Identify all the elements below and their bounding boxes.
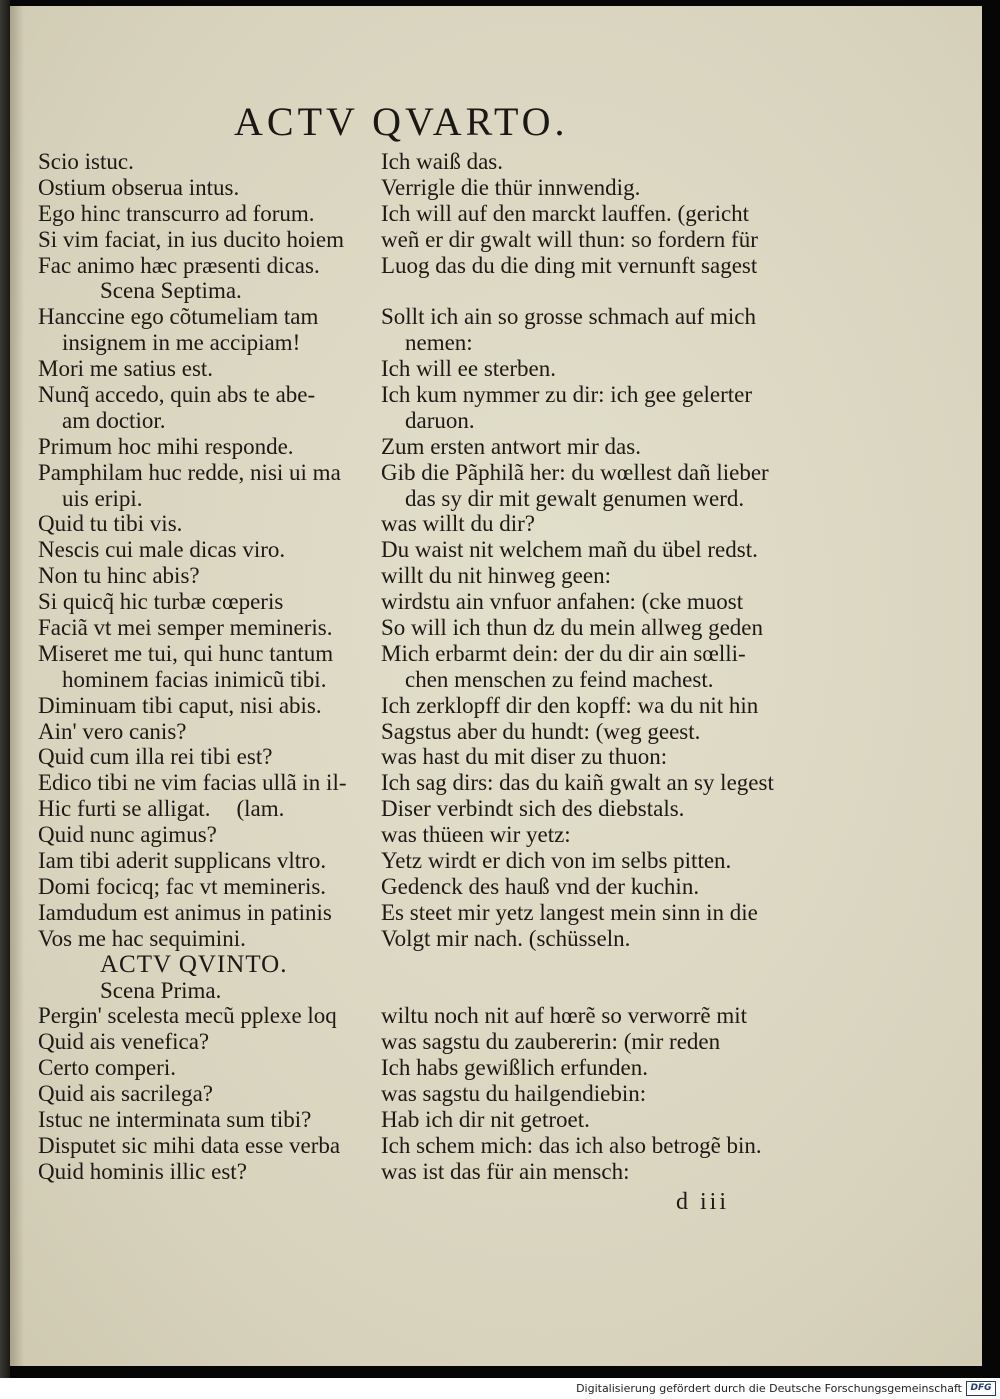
text-line-content: Verrigle die thür innwendig. <box>381 174 641 200</box>
text-line-content: Gedenck des hauß vnd der kuchin. <box>381 873 700 899</box>
text-line <box>38 589 378 615</box>
digitization-footer <box>0 1378 1000 1399</box>
text-line <box>38 253 378 279</box>
text-line <box>381 304 811 330</box>
text-line-content: Es steet mir yetz langest mein sinn in die <box>381 899 758 925</box>
text-line-content: Quid nunc agimus? <box>38 822 217 848</box>
text-line <box>38 874 378 900</box>
text-line <box>381 382 811 408</box>
text-line <box>381 278 811 304</box>
latin-text-column <box>38 149 378 1185</box>
text-line-content: Ich schem mich: das ich also betrogẽ bin. <box>381 1132 762 1158</box>
text-line-content: Mori me satius est. <box>38 356 214 382</box>
text-line-content: Pamphilam huc redde, nisi ui ma <box>38 459 341 485</box>
text-line-content: Diminuam tibi caput, nisi abis. <box>38 692 322 718</box>
text-line-content: Quid hominis illic est? <box>38 1158 247 1184</box>
text-line-content: ACTV QVINTO. <box>100 950 288 978</box>
text-line-content: Volgt mir nach. (schüsseln. <box>381 925 631 951</box>
text-line-content: uis eripi. <box>62 485 143 511</box>
text-line <box>38 537 378 563</box>
text-line <box>381 770 811 796</box>
text-line <box>38 1107 378 1133</box>
text-line-content: am doctior. <box>62 407 166 433</box>
text-line <box>381 822 811 848</box>
carry-over-fragment: (lam. <box>236 796 285 822</box>
text-line-content: was ist das für ain mensch: <box>381 1158 630 1184</box>
text-line <box>381 1107 811 1133</box>
text-line <box>381 978 811 1004</box>
text-line <box>38 1133 378 1159</box>
text-line <box>38 900 378 926</box>
text-line-content: insignem in me accipiam! <box>62 330 301 356</box>
text-line <box>38 1003 378 1029</box>
text-line <box>38 822 378 848</box>
footer-credit-text: Digitalisierung gefördert durch die Deutsche Forschungsgemeinschaft <box>576 1382 962 1395</box>
text-line-content: Si quicq̃ hic turbæ cœperis <box>38 589 284 615</box>
text-line-content: Scena Septima. <box>100 278 242 304</box>
text-line-content: Ich sag dirs: das du kaiñ gwalt an sy legest <box>381 770 774 796</box>
text-line <box>38 278 378 304</box>
text-line-content: Mich erbarmt dein: der du dir ain sœlli- <box>381 640 746 666</box>
text-line-content: Ego hinc transcurro ad forum. <box>38 200 315 226</box>
text-line-content: Sagstus aber du hundt: (weg geest. <box>381 718 701 744</box>
text-line <box>38 744 378 770</box>
text-line-content: daruon. <box>405 407 475 433</box>
text-line-content: Ich will auf den marckt lauffen. (gericht <box>381 200 750 226</box>
text-line <box>38 149 378 175</box>
text-line-content: Pergin' scelesta mecũ pplexe loq <box>38 1003 337 1029</box>
text-line-content: Hic furti se alligat. <box>38 796 211 822</box>
text-line-content: was sagstu du zaubererin: (mir reden <box>381 1029 721 1055</box>
text-line <box>381 434 811 460</box>
text-line <box>38 1081 378 1107</box>
text-line-content: Iamdudum est animus in patinis <box>38 899 332 925</box>
text-line-content: Hab ich dir nit getroet. <box>381 1106 590 1132</box>
text-line <box>38 693 378 719</box>
text-line <box>381 667 811 693</box>
text-line-content: Zum ersten antwort mir das. <box>381 433 641 459</box>
text-line-content: Domi focicq; fac vt memineris. <box>38 873 327 899</box>
text-line <box>38 486 378 512</box>
text-line-content: Fac animo hæc præsenti dicas. <box>38 252 320 278</box>
running-head: ACTV QVARTO. <box>234 99 569 144</box>
text-line-content: Istuc ne interminata sum tibi? <box>38 1106 312 1132</box>
text-line <box>381 563 811 589</box>
text-line <box>38 304 378 330</box>
text-line <box>381 149 811 175</box>
text-line <box>381 486 811 512</box>
text-line-content: Disputet sic mihi data esse verba <box>38 1132 341 1158</box>
text-line <box>381 511 811 537</box>
text-line-content: Iam tibi aderit supplicans vltro. <box>38 848 327 874</box>
text-line-content: Gib die Pãphilã her: du wœllest dañ lieber <box>381 459 769 485</box>
text-line <box>381 926 811 952</box>
text-line <box>38 227 378 253</box>
text-line <box>38 641 378 667</box>
text-line <box>381 330 811 356</box>
german-text-column <box>381 149 811 1185</box>
text-line <box>38 1159 378 1185</box>
text-line <box>381 1133 811 1159</box>
text-line <box>38 356 378 382</box>
text-line <box>381 641 811 667</box>
text-line <box>38 408 378 434</box>
text-line-content: Ich kum nymmer zu dir: ich gee gelerter <box>381 382 753 408</box>
text-line <box>38 1029 378 1055</box>
text-line <box>381 848 811 874</box>
text-line-content: Miseret me tui, qui hunc tantum <box>38 640 334 666</box>
text-line-content: Ostium obserua intus. <box>38 174 240 200</box>
text-line <box>38 563 378 589</box>
text-line <box>38 330 378 356</box>
text-line <box>381 1055 811 1081</box>
text-line-content: Ich will ee sterben. <box>381 356 556 382</box>
text-line <box>381 460 811 486</box>
text-line <box>381 1003 811 1029</box>
text-line <box>38 434 378 460</box>
text-line <box>381 356 811 382</box>
text-line-content: hominem facias inimicũ tibi. <box>62 666 327 692</box>
text-line <box>381 175 811 201</box>
text-line-content: was willt du dir? <box>381 511 535 537</box>
text-line <box>381 227 811 253</box>
text-line-content: Luog das du die ding mit vernunft sagest <box>381 252 758 278</box>
text-line-content: wiltu noch nit auf hœrẽ so verworrẽ mit <box>381 1003 747 1029</box>
text-line <box>381 589 811 615</box>
text-line-content: nemen: <box>405 330 473 356</box>
text-line-content: Scena Prima. <box>100 977 222 1003</box>
text-line <box>381 1081 811 1107</box>
book-spine <box>0 0 10 1378</box>
text-line-content: was hast du mit diser zu thuon: <box>381 744 668 770</box>
text-line-content: chen menschen zu feind machest. <box>405 666 714 692</box>
text-line <box>381 253 811 279</box>
text-line-content: Quid ais sacrilega? <box>38 1081 213 1107</box>
text-line-content: das sy dir mit gewalt genumen werd. <box>405 485 745 511</box>
text-line-content: Non tu hinc abis? <box>38 563 200 589</box>
text-line <box>381 693 811 719</box>
text-line-content: Yetz wirdt er dich von im selbs pitten. <box>381 848 732 874</box>
text-line-content: Nunq̃ accedo, quin abs te abe- <box>38 382 316 408</box>
text-line <box>381 1159 811 1185</box>
text-line-content: Primum hoc mihi responde. <box>38 433 294 459</box>
text-line <box>38 719 378 745</box>
text-line <box>38 201 378 227</box>
text-line-content: Diser verbindt sich des diebstals. <box>381 796 685 822</box>
text-line <box>381 796 811 822</box>
text-line <box>38 511 378 537</box>
signature-mark: d iii <box>676 1189 730 1215</box>
text-line-content: Vos me hac sequimini. <box>38 925 246 951</box>
text-line <box>381 744 811 770</box>
text-line <box>38 1055 378 1081</box>
text-line <box>38 770 378 796</box>
text-line-content: Sollt ich ain so grosse schmach auf mich <box>381 304 756 330</box>
text-line-content: was thüeen wir yetz: <box>381 822 571 848</box>
text-line <box>38 796 378 822</box>
text-line-content: Quid cum illa rei tibi est? <box>38 744 273 770</box>
text-line-content: Faciã vt mei semper memineris. <box>38 615 333 641</box>
text-line <box>38 848 378 874</box>
text-line-content: Quid tu tibi vis. <box>38 511 183 537</box>
text-line <box>381 900 811 926</box>
text-line <box>38 667 378 693</box>
text-line-content: was sagstu du hailgendiebin: <box>381 1081 647 1107</box>
text-line <box>381 719 811 745</box>
text-line-content: Si vim faciat, in ius ducito hoiem <box>38 226 344 252</box>
text-line-content: So will ich thun dz du mein allweg geden <box>381 615 763 641</box>
text-line <box>38 382 378 408</box>
text-line <box>38 175 378 201</box>
text-line-content: weñ er dir gwalt will thun: so fordern für <box>381 226 758 252</box>
text-line-content: wirdstu ain vnfuor anfahen: (cke muost <box>381 589 744 615</box>
text-line-content: Scio istuc. <box>38 149 134 174</box>
text-line-content: Quid ais venefica? <box>38 1029 210 1055</box>
text-line <box>381 408 811 434</box>
text-line-content: Ain' vero canis? <box>38 718 187 744</box>
text-line <box>381 874 811 900</box>
text-line <box>381 615 811 641</box>
dfg-logo-icon: DFG <box>966 1381 996 1396</box>
text-line <box>381 201 811 227</box>
text-line <box>381 1029 811 1055</box>
text-line-content: Ich waiß das. <box>381 149 503 174</box>
text-line-content: Du waist nit welchem mañ du übel redst. <box>381 537 758 563</box>
text-line <box>381 952 811 978</box>
text-line <box>38 615 378 641</box>
text-line-content: Ich habs gewißlich erfunden. <box>381 1055 648 1081</box>
text-line-content: Ich zerklopff dir den kopff: wa du nit hin <box>381 692 759 718</box>
text-line <box>38 460 378 486</box>
text-line <box>38 952 378 978</box>
text-line <box>38 926 378 952</box>
text-line-content: Hanccine ego cõtumeliam tam <box>38 304 319 330</box>
page-gutter-shadow <box>10 6 24 1366</box>
text-line-content: Edico tibi ne vim facias ullã in il- <box>38 770 347 796</box>
text-line <box>38 978 378 1004</box>
text-line-content: Certo comperi. <box>38 1055 176 1081</box>
text-line-content: Nescis cui male dicas viro. <box>38 537 286 563</box>
text-line-content: willt du nit hinweg geen: <box>381 563 611 589</box>
text-line <box>381 537 811 563</box>
